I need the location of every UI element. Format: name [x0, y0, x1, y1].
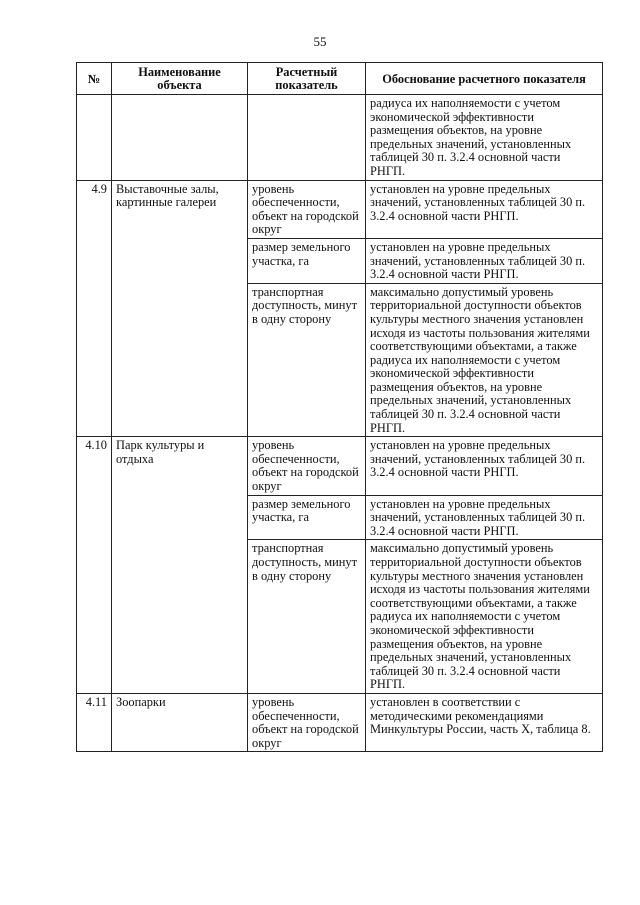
cell-basis: радиуса их наполняемости с учетом экономической эффективности размещения объектов, на уровне предельных значений, установленных таблицей 30 п. 3.2.4 основной части РНГП. [366, 95, 603, 181]
cell-indicator: уровень обеспеченности, объект на городской округ [248, 693, 366, 751]
table-header-row [77, 63, 603, 95]
cell-basis: максимально допустимый уровень территориальной доступности объектов культуры местного значения установлен исходя из частоты пользования жителями соответствующими объектами, а также радиуса их наполняемости с учетом экономической эффективности размещения объектов, на уровне предельных значений, установленных таблицей 30 п. 3.2.4 основной части РНГП. [366, 540, 603, 694]
cell-indicator: размер земельного участка, га [248, 495, 366, 540]
table-row [77, 693, 603, 751]
cell-num: 4.11 [77, 693, 112, 751]
cell-indicator [248, 95, 366, 181]
cell-basis: установлен в соответствии с методическими рекомендациями Минкультуры России, часть X, таблица 8. [366, 693, 603, 751]
cell-indicator: уровень обеспеченности, объект на городской округ [248, 180, 366, 238]
continuation-row [77, 95, 603, 181]
cell-indicator: транспортная доступность, минут в одну сторону [248, 540, 366, 694]
cell-indicator: размер земельного участка, га [248, 238, 366, 283]
header-num: № [77, 63, 112, 95]
header-indicator: Расчетный показатель [248, 63, 366, 95]
cell-num [77, 95, 112, 181]
cell-basis: максимально допустимый уровень территориальной доступности объектов культуры местного значения установлен исходя из частоты пользования жителями соответствующими объектами, а также радиуса их наполняемости с учетом экономической эффективности размещения объектов, на уровне предельных значений, установленных таблицей 30 п. 3.2.4 основной части РНГП. [366, 283, 603, 437]
norms-table [76, 62, 603, 752]
cell-indicator: уровень обеспеченности, объект на городской округ [248, 437, 366, 495]
table-row [77, 180, 603, 238]
cell-name: Парк культуры и отдыха [112, 437, 248, 694]
header-name: Наименование объекта [112, 63, 248, 95]
cell-num: 4.10 [77, 437, 112, 694]
cell-name: Зоопарки [112, 693, 248, 751]
header-basis: Обоснование расчетного показателя [366, 63, 603, 95]
cell-basis: установлен на уровне предельных значений, установленных таблицей 30 п. 3.2.4 основной части РНГП. [366, 495, 603, 540]
cell-basis: установлен на уровне предельных значений, установленных таблицей 30 п. 3.2.4 основной части РНГП. [366, 180, 603, 238]
page-number: 55 [313, 34, 327, 49]
table-row [77, 437, 603, 495]
cell-basis: установлен на уровне предельных значений, установленных таблицей 30 п. 3.2.4 основной части РНГП. [366, 437, 603, 495]
cell-basis: установлен на уровне предельных значений, установленных таблицей 30 п. 3.2.4 основной части РНГП. [366, 238, 603, 283]
cell-num: 4.9 [77, 180, 112, 437]
cell-name [112, 95, 248, 181]
cell-name: Выставочные залы, картинные галереи [112, 180, 248, 437]
cell-indicator: транспортная доступность, минут в одну сторону [248, 283, 366, 437]
